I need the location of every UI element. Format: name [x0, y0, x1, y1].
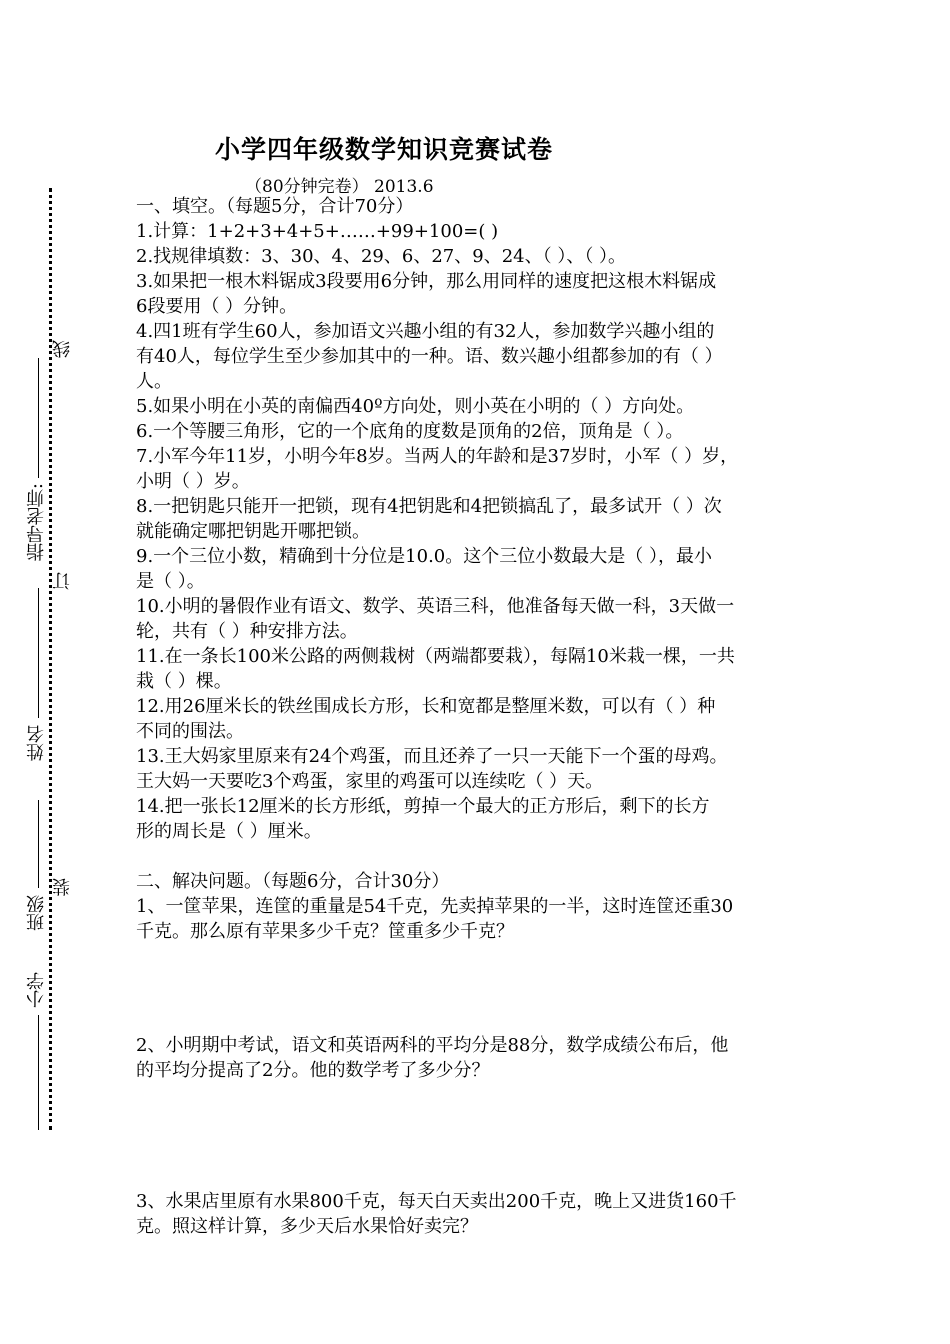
section1-line: 人。 — [136, 371, 172, 392]
section1-line: 王大妈一天要吃3个鸡蛋，家里的鸡蛋可以连续吃（ ）天。 — [136, 771, 604, 792]
section1-heading: 一、填空。（每题5分，合计70分） — [136, 196, 414, 217]
section1-line: 就能确定哪把钥匙开哪把锁。 — [136, 521, 370, 542]
question-2-line: 2、小明期中考试，语文和英语两科的平均分是88分，数学成绩公布后，他 — [136, 1035, 729, 1056]
margin-label-name: 姓名 — [26, 725, 47, 761]
answer-space — [136, 944, 856, 1033]
section1-line: 8.一把钥匙只能开一把锁，现有4把钥匙和4把锁搞乱了，最多试开（ ）次 — [136, 496, 722, 517]
section1-line: 4.四1班有学生60人，参加语文兴趣小组的有32人，参加数学兴趣小组的 — [136, 321, 715, 342]
exam-title: 小学四年级数学知识竞赛试卷 — [215, 135, 554, 164]
section1-line: 小明（ ）岁。 — [136, 471, 250, 492]
section1-line: 12.用26厘米长的铁丝围成长方形，长和宽都是整厘米数，可以有（ ）种 — [136, 696, 716, 717]
question-3-line: 3、水果店里原有水果800千克，每天白天卖出200千克，晚上又进货160千 — [136, 1191, 737, 1212]
section1-line: 13.王大妈家里原来有24个鸡蛋，而且还养了一只一天能下一个蛋的母鸡。 — [136, 746, 728, 767]
section1-line: 形的周长是（ ）厘米。 — [136, 821, 322, 842]
section1-line: 6段要用（ ）分钟。 — [136, 296, 298, 317]
section2-heading: 二、解决问题。（每题6分，合计30分） — [136, 871, 450, 892]
section1-line: 5.如果小明在小英的南偏西40º方向处，则小英在小明的（ ）方向处。 — [136, 396, 695, 417]
section1-line: 3.如果把一根木料锯成3段要用6分钟，那么用同样的速度把这根木料锯成 — [136, 271, 717, 292]
answer-space — [136, 1083, 856, 1189]
margin-label-zhuang: 装 — [52, 878, 73, 896]
section1-line: 6.一个等腰三角形，它的一个底角的度数是顶角的2倍，顶角是（ ）。 — [136, 421, 684, 442]
margin-label-xian: 线 — [52, 340, 73, 358]
section1-line: 7.小军今年11岁，小明今年8岁。当两人的年龄和是37岁时，小军（ ）岁， — [136, 446, 739, 467]
margin-label-class: 班级 — [26, 895, 47, 931]
section1-line: 轮，共有（ ）种安排方法。 — [136, 621, 358, 642]
section1-line: 是（ ）。 — [136, 571, 205, 592]
section1-line: 有40人，每位学生至少参加其中的一种。语、数兴趣小组都参加的有（ ） — [136, 346, 723, 367]
question-1-line: 千克。那么原有苹果多少千克？筐重多少千克？ — [136, 921, 514, 942]
margin-label-ding: 订 — [52, 572, 73, 590]
exam-subtitle: （80分钟完卷） 2013.6 — [245, 177, 434, 197]
margin-label-school: 小学 — [26, 972, 47, 1008]
teacher-blank-line — [38, 358, 39, 478]
question-1-line: 1、一筐苹果，连筐的重量是54千克，先卖掉苹果的一半，这时连筐还重30 — [136, 896, 734, 917]
margin-label-teacher: 指导老师: — [26, 483, 47, 562]
section1-line: 不同的围法。 — [136, 721, 244, 742]
exam-body — [136, 194, 856, 1239]
class-blank-line — [38, 800, 39, 888]
question-3-line: 克。照这样计算，多少天后水果恰好卖完？ — [136, 1216, 478, 1237]
section1-line: 9.一个三位小数，精确到十分位是10.0。这个三位小数最大是（ ），最小 — [136, 546, 712, 567]
section1-line: 11.在一条长100米公路的两侧栽树（两端都要栽），每隔10米栽一棵，一共 — [136, 646, 735, 667]
section1-line: 栽（ ）棵。 — [136, 671, 232, 692]
section1-line: 10.小明的暑假作业有语文、数学、英语三科，他准备每天做一科，3天做一 — [136, 596, 735, 617]
school-blank-line — [38, 1015, 39, 1130]
section1-line: 1.计算：1+2+3+4+5+……+99+100=( ) — [136, 221, 499, 242]
question-2-line: 的平均分提高了2分。他的数学考了多少分？ — [136, 1060, 490, 1081]
section1-line: 14.把一张长12厘米的长方形纸，剪掉一个最大的正方形后，剩下的长方 — [136, 796, 710, 817]
name-blank-line — [38, 588, 39, 718]
section1-line: 2.找规律填数：3、30、4、29、6、27、9、24、（ ）、（ ）。 — [136, 246, 627, 267]
